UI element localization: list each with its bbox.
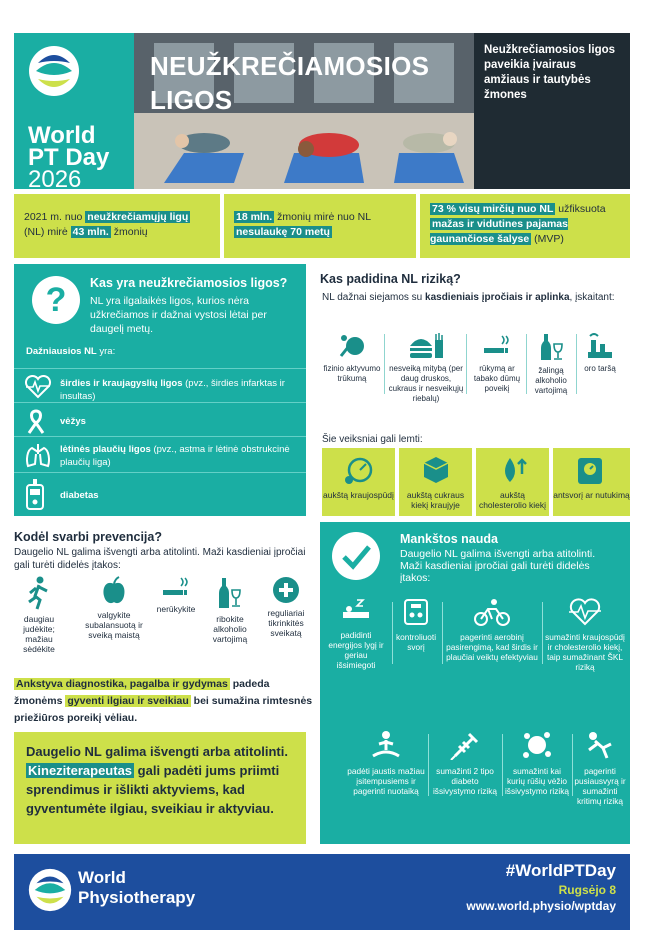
disease-name: vėžys (60, 416, 86, 427)
org-line-2: Physiotherapy (78, 888, 196, 907)
disease-note: (pvz., astma ir lėtinė obstrukcinė plaučių liga) (60, 444, 290, 468)
disease-name: lėtinės plaučių ligos (60, 444, 151, 455)
cancer-ribbon-icon (24, 407, 48, 435)
medical-cross-icon (272, 576, 300, 604)
what-subtitle-bold: Dažniausios NL (26, 346, 97, 357)
note-text: bei sumažina rimtesnės priežiūros poreikį vėliau. (14, 695, 313, 724)
question-icon: ? (32, 276, 80, 324)
divider (466, 334, 467, 394)
risk-desc (322, 292, 632, 303)
event-date: Rugsėjo 8 (558, 883, 616, 897)
header-tagline (474, 33, 630, 189)
risk-factor (578, 332, 622, 374)
risk-factor (470, 332, 524, 394)
prevention-tip-label: nerūkykite (156, 604, 196, 614)
note-text: padeda žmonėms (14, 678, 270, 707)
stat-text: 2021 m. nuo (24, 211, 86, 223)
header-brand-panel (14, 33, 134, 193)
title-line-2: LIGOS (150, 85, 233, 115)
risk-lead: Šie veiksniai gali lemti: (322, 434, 423, 445)
risk-factor-label: žalingą alkoholio vartojimą (534, 366, 568, 395)
disease-row (14, 436, 306, 472)
alcohol-icon (216, 576, 244, 610)
benefit (430, 730, 500, 796)
divider (572, 734, 573, 796)
glucose-meter-icon (24, 479, 46, 511)
disease-name: širdies ir kraujagyslių ligos (60, 378, 183, 389)
stat-text: (MVP) (531, 233, 564, 245)
stat-highlight: neužkrečiamųjų ligų (87, 211, 189, 223)
hashtag: #WorldPTDay (505, 861, 616, 880)
benefit (542, 598, 628, 672)
what-desc: NL yra ilgalaikės ligos, kurios nėra užkrečiamos ir dažnai vystosi lėtai per daugelį metų. (90, 295, 267, 335)
footer-tags (466, 860, 616, 914)
disease-name: diabetas (60, 490, 99, 501)
benefit (394, 598, 438, 652)
callout-text: gali padėti jums priimti sprendimus ir išlikti aktyviems, kad gyventumėte ilgiau, sveikiau ir aktyviau. (26, 763, 280, 816)
stat-highlight: mažas ir vidutines pajamas gaunančiose šalyse (430, 218, 568, 245)
prevention-tip-label: ribokite alkoholio vartojimą (212, 614, 248, 644)
risk-factor-label: rūkymą ar tabako dūmų poveikį (473, 364, 521, 393)
cholesterol-drop-icon (498, 454, 528, 486)
divider (526, 334, 527, 394)
callout-highlight: Kineziterapeutas (28, 763, 133, 778)
brand-line-1: World (28, 122, 96, 149)
disease-row (14, 402, 306, 436)
disease-row (14, 472, 306, 516)
benefit-label: sumažinti 2 tipo diabeto išsivystymo riziką (432, 766, 498, 796)
org-name (78, 868, 195, 908)
stat-box-lmic (420, 194, 630, 258)
effect-box (476, 448, 549, 516)
cells-icon (522, 730, 552, 760)
benefit-label: padidinti energijos lygį ir geriau išsimiegoti (328, 630, 384, 670)
effect-box (399, 448, 472, 516)
risk-desc-b: , įskaitant: (569, 292, 615, 303)
benefit-label: kontroliuoti svorį (395, 632, 437, 652)
physio-callout (14, 732, 306, 844)
prevention-tip (202, 576, 258, 644)
stat-text: žmonių (110, 226, 148, 238)
benefit-label: pagerinti pusiausvyrą ir sumažinti kritimų riziką (574, 766, 626, 806)
benefit (504, 730, 570, 796)
effect-box (322, 448, 395, 516)
effect-label: antsvorį ar nutukimą (553, 490, 630, 500)
risk-factor-label: fizinio aktyvumo trūkumą (323, 364, 381, 383)
what-subtitle (26, 346, 115, 357)
cycling-icon (474, 598, 510, 626)
prevention-tip-label: valgykite subalansuotą ir sveiką maistą (85, 610, 143, 640)
benefit (574, 730, 626, 806)
brand-wordmark (28, 122, 110, 193)
person-moving-icon (26, 576, 52, 610)
risk-factor (322, 332, 382, 384)
risk-desc-a: NL dažnai siejamos su (322, 292, 426, 303)
what-title: Kas yra neužkrečiamosios ligos? (90, 276, 288, 290)
world-physiotherapy-logo-icon (28, 868, 72, 912)
scale-icon (403, 598, 429, 626)
stat-box-premature (224, 194, 416, 258)
risk-factor-label: oro taršą (584, 364, 616, 373)
benefit-label: sumažinti kraujospūdį ir cholesterolio kiekį, taip sumažinant ŠKL riziką (545, 632, 625, 672)
stat-highlight: 73 % visų mirčių nuo NL (432, 203, 554, 215)
prevention-tip (14, 576, 64, 654)
stat-text: (NL) mirė (24, 226, 71, 238)
org-line-1: World (78, 868, 126, 887)
prevention-note (14, 676, 314, 727)
what-subtitle-rest: yra: (96, 346, 116, 357)
note-highlight: gyventi ilgiau ir sveikiau (67, 695, 189, 707)
blood-pressure-icon (344, 454, 374, 486)
factory-pollution-icon (586, 332, 614, 360)
divider (502, 734, 503, 796)
falling-person-icon (585, 730, 615, 760)
sugar-cube-icon (421, 454, 451, 486)
benefit (326, 598, 386, 670)
what-are-ncds-panel (14, 264, 306, 516)
cigarette-icon (482, 332, 512, 360)
exercise-desc: Daugelio NL galima išvengti arba atitolinti. Maži kasdieniai įpročiai gali turėti didelės įtakos: (400, 548, 596, 584)
prevention-tip-label: daugiau judėkite; mažiau sėdėkite (23, 614, 55, 654)
footer (14, 854, 630, 930)
exercise-benefits-panel (320, 522, 630, 844)
prevention-tip (258, 576, 314, 638)
inactivity-icon (337, 332, 367, 360)
risk-title: Kas padidina NL riziką? (320, 272, 461, 286)
brand-line-2: PT Day (28, 144, 110, 171)
prevention-tip (74, 576, 154, 640)
risk-factor (528, 332, 574, 396)
website-link[interactable]: www.world.physio/wptday (466, 899, 616, 913)
benefit-label: sumažinti kai kurių rūšių vėžio išsivystymo riziką (504, 766, 570, 796)
divider (442, 602, 443, 664)
effect-box (553, 448, 630, 516)
divider (428, 734, 429, 796)
stat-highlight: 43 mln. (72, 226, 109, 238)
stat-box-deaths (14, 194, 220, 258)
world-pt-logo-icon (28, 45, 80, 97)
stat-highlight: 18 mln. (236, 211, 273, 223)
syringe-icon (449, 730, 481, 760)
disease-note: (pvz., širdies infarktas ir insultas) (60, 378, 285, 402)
heart-pulse-icon (24, 375, 52, 399)
benefit-label: pagerinti aerobinį pasirengimą, kad širdis ir plaučiai veiktų efektyviau (446, 632, 538, 662)
prevention-desc: Daugelio NL galima išvengti arba atitolinti. Maži kasdieniai įpročiai gali turėti didelės įtakos: (14, 547, 306, 571)
title-line-1: NEUŽKREČIAMOSIOS (150, 51, 430, 81)
benefit (444, 598, 540, 662)
brand-year: 2026 (28, 166, 82, 193)
meditation-icon (369, 730, 403, 760)
risk-factor-label: nesveiką mitybą (per daug druskos, cukraus ir nesveikųjų riebalų) (388, 364, 464, 403)
apple-icon (100, 576, 128, 606)
sleep-icon (341, 598, 371, 624)
lungs-icon (24, 442, 52, 468)
tagline-text: Neužkrečiamosios ligos paveikia įvairaus amžiaus ir tautybės žmones (484, 44, 616, 101)
stat-text: žmonių mirė nuo NL (274, 211, 371, 223)
fast-food-icon (407, 332, 445, 360)
effect-label: aukštą cholesterolio kiekį (478, 490, 547, 510)
header-photo (134, 33, 474, 189)
cigarette-icon (161, 576, 191, 600)
effect-label: aukštą kraujospūdį (323, 490, 394, 500)
divider (576, 334, 577, 394)
note-highlight: Ankstyva diagnostika, pagalba ir gydymas (16, 678, 228, 690)
benefit-label: padėti jaustis mažiau įsitempusiems ir pagerinti nuotaiką (347, 766, 425, 796)
divider (384, 334, 385, 394)
alcohol-icon (538, 332, 564, 362)
prevention-title: Kodėl svarbi prevencija? (14, 530, 162, 544)
divider (392, 602, 393, 664)
effect-label: aukštą cukraus kiekį kraujyje (406, 490, 465, 510)
callout-text: Daugelio NL galima išvengti arba atitolinti. (26, 744, 288, 759)
page-title (150, 49, 429, 117)
benefit (346, 730, 426, 796)
stat-text: užfiksuota (555, 203, 606, 215)
risk-factor (388, 332, 464, 404)
disease-row (14, 368, 306, 402)
risk-desc-bold: kasdieniais įpročiais ir aplinka (425, 292, 570, 303)
checkmark-icon (332, 532, 380, 580)
exercise-title: Mankštos nauda (400, 532, 498, 546)
prevention-tip (152, 576, 200, 614)
prevention-tip-label: reguliariai tikrinkitės sveikatą (267, 608, 305, 638)
scale-icon (575, 454, 605, 486)
heart-pulse-icon (567, 598, 603, 626)
stat-highlight: nesulaukę 70 metų (236, 226, 330, 238)
